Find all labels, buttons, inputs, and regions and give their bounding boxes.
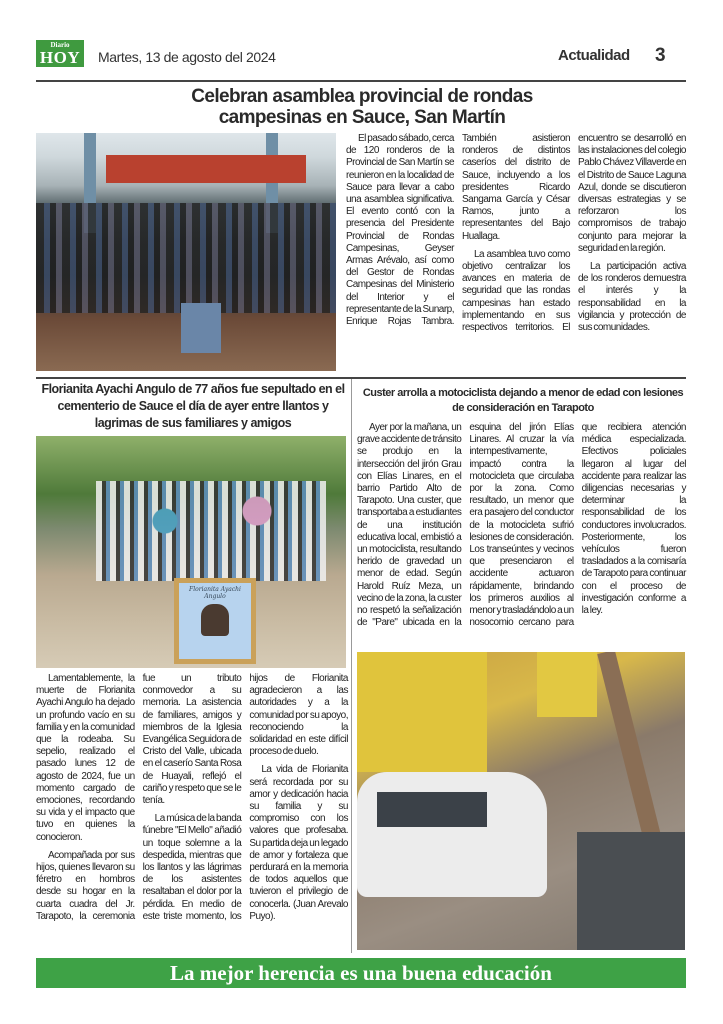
paragraph: La vida de Florianita será recordada por su amor y dedicación hacia su familia y su compromiso con los valores que profesaba. Su partida deja un legado de amor y fortaleza que perdurará en la memoria de todos aquellos que tuvieron el privilegio de conocerla. (Juan Arevalo Puyo). (249, 764, 348, 922)
issue-date: Martes, 13 de agosto del 2024 (98, 49, 276, 65)
assembly-photo (36, 133, 336, 371)
column-divider (351, 379, 352, 953)
paragraph: El pasado sábado, cerca de 120 ronderos de la Provincial de San Martín se reunieron en la localidad de Sauce para llevar a cabo una asamblea significativa. El evento contó con la presencia del Presidente Provincial de Rondas Campesinas, Geyser Armas Arévalo, así como del Gestor de Rondas Campesinas del Ministerio del Interior y el representante de la Sunarp, Enrique Rojas Tambra. También asistieron ronderos de distintos caseríos del distrito de Sauce, incluyendo a los presidentes Ricardo Sangama García y César Ramos, junto a representantes del Bajo Huallaga. (346, 133, 570, 328)
page-number: 3 (655, 45, 666, 66)
paragraph: Ayer por la mañana, un grave accidente de tránsito se produjo en la intersección del jirón Grau con Elías Linares, en el barrio Partido Alto de Tarapoto. Una custer, que transportaba a estudiantes de una institución educativa local, embistió a un motociclista, resultando herido de gravedad un menor de edad. Según Harold Ruíz Meza, un vecino de la zona, la custer no respetó la señalización de "Pare" ubicada en la esquina del jirón Elías Linares. Al cruzar la vía intempestivamente, impactó contra la motocicleta que circulaba por la zona. Como resultado, un menor que era pasajero del conductor de la motocicleta sufrió lesiones de consideración. Los transeúntes y vecinos que presenciaron el accidente actuaron rápidamente, brindando los primeros auxilios al menor y trasladándolo a un nosocomio cercano para que recibiera atención médica especializada. Efectivos policiales llegaron al lugar del accidente para realizar las diligencias necesarias y determinar la responsabilidad de los conductores involucrados. Posteriormente, los vehículos fueron trasladados a la comisaría de Tarapoto para continuar con el proceso de investigación conforme a la ley. (357, 422, 686, 629)
accident-headline: Custer arrolla a motociclista dejando a menor de edad con lesiones de consideración en Tarapoto (362, 387, 684, 414)
footer-slogan-banner: La mejor herencia es una buena educación (36, 958, 686, 988)
newspaper-logo (36, 40, 84, 67)
accident-article-body (357, 422, 686, 629)
funeral-headline: Florianita Ayachi Angulo de 77 años fue sepultado en el cementerio de Sauce el día de ayer entre llantos y lagrimas de sus familiares y amigos (41, 382, 345, 430)
paragraph: La participación activa de los ronderos demuestra el interés y la responsabilidad en la vigilancia y protección de sus comunidades. (578, 261, 686, 334)
memorial-portrait (174, 578, 256, 664)
funeral-photo (36, 436, 346, 668)
headline-line-1: Celebran asamblea provincial de rondas (191, 86, 533, 107)
section-rule (36, 377, 686, 379)
paragraph: La música de la banda fúnebre "El Mello" añadió un toque solemne a la despedida, mientras que los llantos y las lágrimas de los asistentes resaltaban el dolor por la pérdida. En medio de este triste momento, los hijos de Florianita agradecieron a las autoridades y a la comunidad por su apoyo, reconociendo la solidaridad en este difícil proceso de duelo. (142, 673, 348, 922)
logo-small-text: Diario (50, 41, 70, 49)
paragraph: La asamblea tuvo como objetivo centralizar los avances en materia de seguridad que las rondas campesinas han estado implementando en sus respectivos territorios. El encuentro se desarrolló en las instalaciones del colegio Pablo Chávez Villaverde en el Distrito de Sauce Laguna Azul, donde se discutieron diversas estrategias y se reforzaron los compromisos de trabajo conjunto para mejorar la seguridad en la región. (462, 133, 686, 334)
paragraph: Lamentablemente, la muerte de Florianita Ayachi Angulo ha dejado un profundo vacío en su familia y en la comunidad que la rodeaba. Su sepelio, realizado el pasado lunes 12 de agosto de 2024, fue un momento cargado de emociones, recordando su vida y el impacto que tuvo en quienes la conocieron. (36, 673, 135, 843)
section-name: Actualidad (558, 47, 630, 64)
funeral-article-body (36, 673, 348, 923)
logo-big-text: HOY (39, 48, 81, 67)
header-rule (36, 80, 686, 82)
main-article-body (346, 133, 686, 334)
accident-photo (357, 652, 685, 950)
paragraph: Acompañada por sus hijos, quienes llevaron su féretro en hombros desde su hogar en la cuarta cuadra del Jr. Tarapoto, la ceremonia fue un tributo conmovedor a su memoria. La asistencia de familiares, amigos y miembros de la Iglesia Evangélica Seguidora de Cristo del Valle, ubicada en el caserío Santa Rosa de Huayali, reflejó el cariño y respeto que se le tenía. (36, 673, 242, 922)
main-headline (36, 86, 688, 128)
headline-line-2: campesinas en Sauce, San Martín (218, 107, 506, 128)
portrait-caption: Florianita Ayachi Angulo (189, 586, 241, 600)
